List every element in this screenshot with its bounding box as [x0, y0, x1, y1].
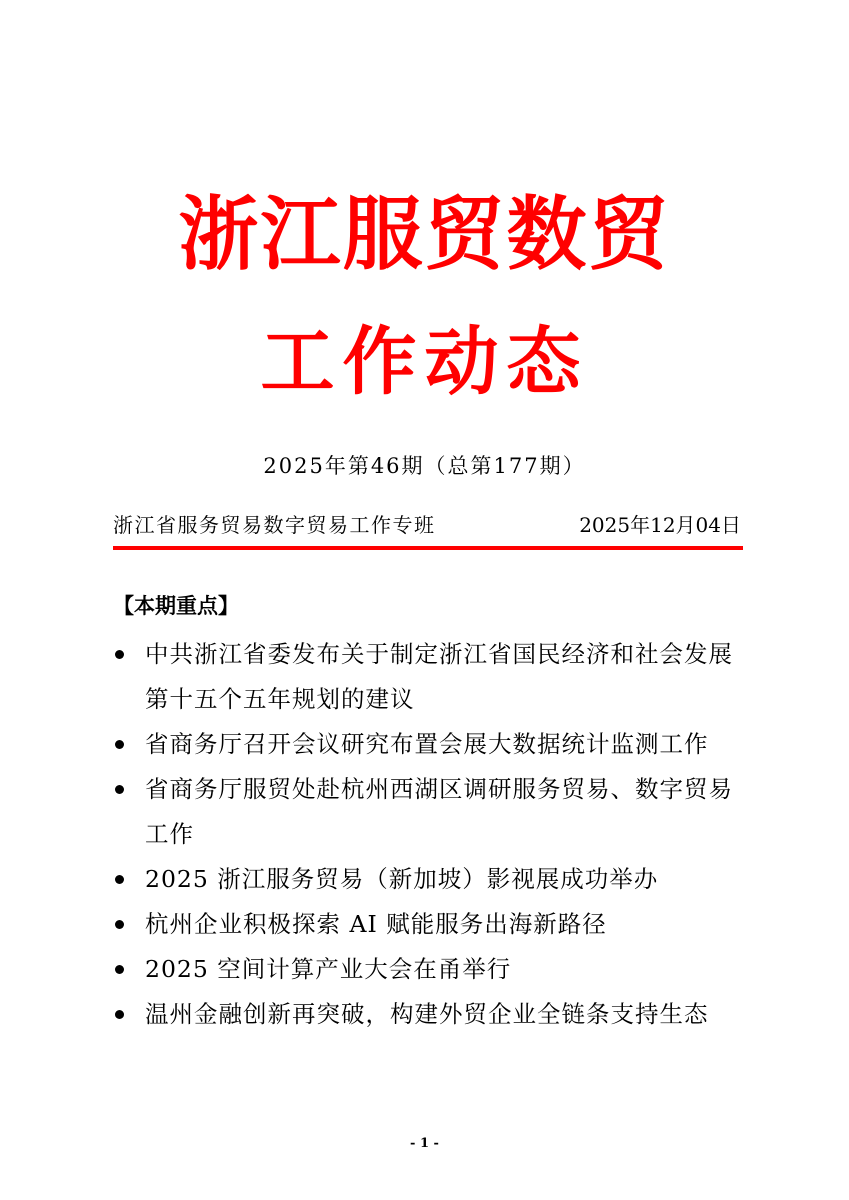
bullet-icon [115, 965, 124, 974]
masthead-title-line2: 工作动态 [260, 319, 589, 405]
bullet-icon [115, 650, 124, 659]
highlights-heading: 【本期重点】 [113, 594, 239, 618]
bullet-icon [115, 1010, 124, 1019]
highlight-item [113, 722, 753, 767]
highlight-text: 省商务厅服贸处赴杭州西湖区调研服务贸易、数字贸易工作 [145, 775, 733, 848]
highlight-text: 2025 空间计算产业大会在甬举行 [145, 955, 512, 983]
page-number: - 1 - [410, 1136, 439, 1151]
highlight-item [113, 992, 753, 1037]
highlight-text: 2025 浙江服务贸易（新加坡）影视展成功举办 [145, 865, 659, 893]
bullet-icon [115, 920, 124, 929]
publisher-row [113, 510, 741, 540]
bullet-icon [115, 740, 124, 749]
issue-number: 2025年第46期（总第177期） [263, 454, 586, 478]
highlight-item [113, 902, 753, 947]
highlight-item [113, 857, 753, 902]
publish-date: 2025年12月04日 [579, 513, 741, 537]
highlight-text: 杭州企业积极探索 AI 赋能服务出海新路径 [145, 910, 607, 938]
highlight-item [113, 632, 753, 722]
highlight-item [113, 947, 753, 992]
highlight-item [113, 767, 753, 857]
red-divider-rule [113, 546, 743, 550]
highlight-text: 温州金融创新再突破，构建外贸企业全链条支持生态 [145, 1000, 709, 1028]
highlights-list [113, 632, 753, 1037]
bullet-icon [115, 875, 124, 884]
bullet-icon [115, 785, 124, 794]
highlight-text: 省商务厅召开会议研究布置会展大数据统计监测工作 [145, 730, 709, 758]
masthead-title-line1: 浙江服贸数贸 [178, 188, 671, 281]
highlight-text: 中共浙江省委发布关于制定浙江省国民经济和社会发展第十五个五年规划的建议 [145, 640, 733, 713]
publisher-name: 浙江省服务贸易数字贸易工作专班 [113, 513, 436, 537]
